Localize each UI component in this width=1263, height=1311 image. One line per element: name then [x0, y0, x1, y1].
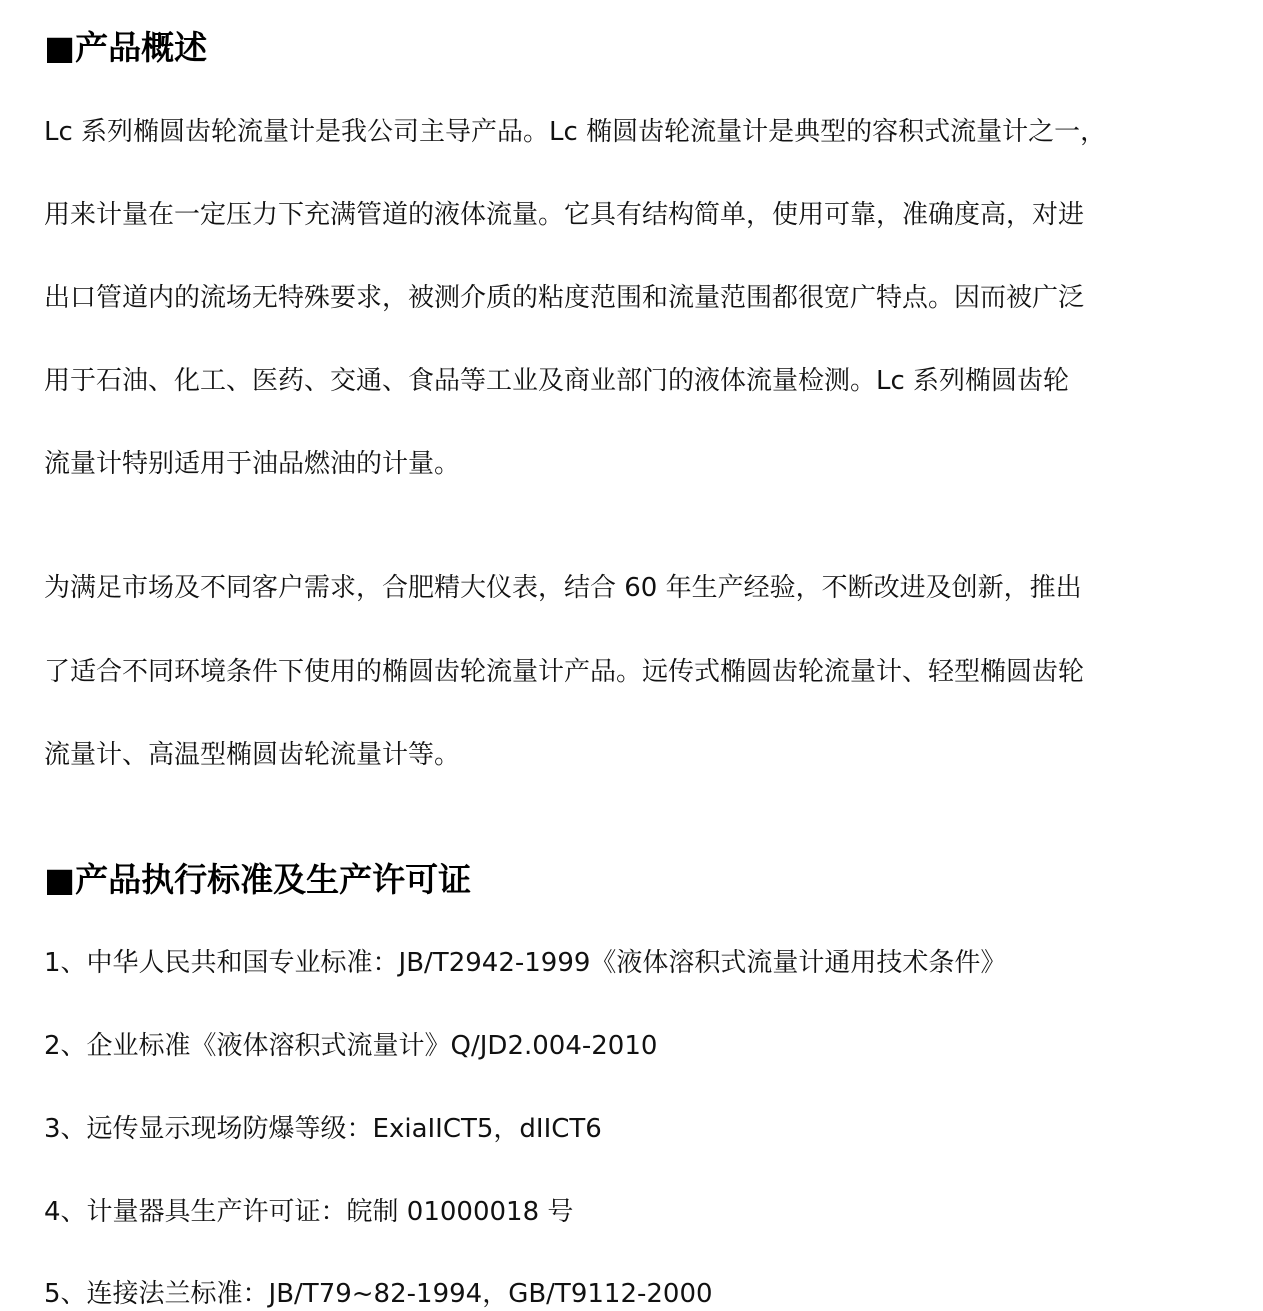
list-item: 5、连接法兰标准：JB/T79~82-1994，GB/T9112-2000	[44, 1279, 713, 1309]
paragraph-line: 流量计特别适用于油品燃油的计量。	[44, 449, 461, 479]
paragraph-line: 了适合不同环境条件下使用的椭圆齿轮流量计产品。远传式椭圆齿轮流量计、轻型椭圆齿轮	[44, 657, 1085, 687]
section-heading-overview: ■产品概述	[44, 28, 208, 67]
paragraph-line: 用来计量在一定压力下充满管道的液体流量。它具有结构简单，使用可靠，准确度高，对进	[44, 200, 1085, 230]
list-item: 4、计量器具生产许可证：皖制 01000018 号	[44, 1197, 574, 1227]
list-item: 3、远传显示现场防爆等级：ExiaIICT5，dIICT6	[44, 1114, 602, 1144]
paragraph-line: 流量计、高温型椭圆齿轮流量计等。	[44, 740, 461, 770]
list-item: 2、企业标准《液体溶积式流量计》Q/JD2.004-2010	[44, 1031, 658, 1061]
list-item: 1、中华人民共和国专业标准：JB/T2942-1999《液体溶积式流量计通用技术条件》	[44, 948, 1007, 978]
paragraph-line: 出口管道内的流场无特殊要求，被测介质的粘度范围和流量范围都很宽广特点。因而被广泛	[44, 283, 1085, 313]
section-heading-standards: ■产品执行标准及生产许可证	[44, 860, 472, 899]
paragraph-line: 用于石油、化工、医药、交通、食品等工业及商业部门的液体流量检测。Lc 系列椭圆齿轮	[44, 366, 1070, 396]
paragraph-line: 为满足市场及不同客户需求，合肥精大仪表，结合 60 年生产经验，不断改进及创新，推出	[44, 573, 1082, 603]
paragraph-line: Lc 系列椭圆齿轮流量计是我公司主导产品。Lc 椭圆齿轮流量计是典型的容积式流量计之一，	[44, 117, 1107, 147]
